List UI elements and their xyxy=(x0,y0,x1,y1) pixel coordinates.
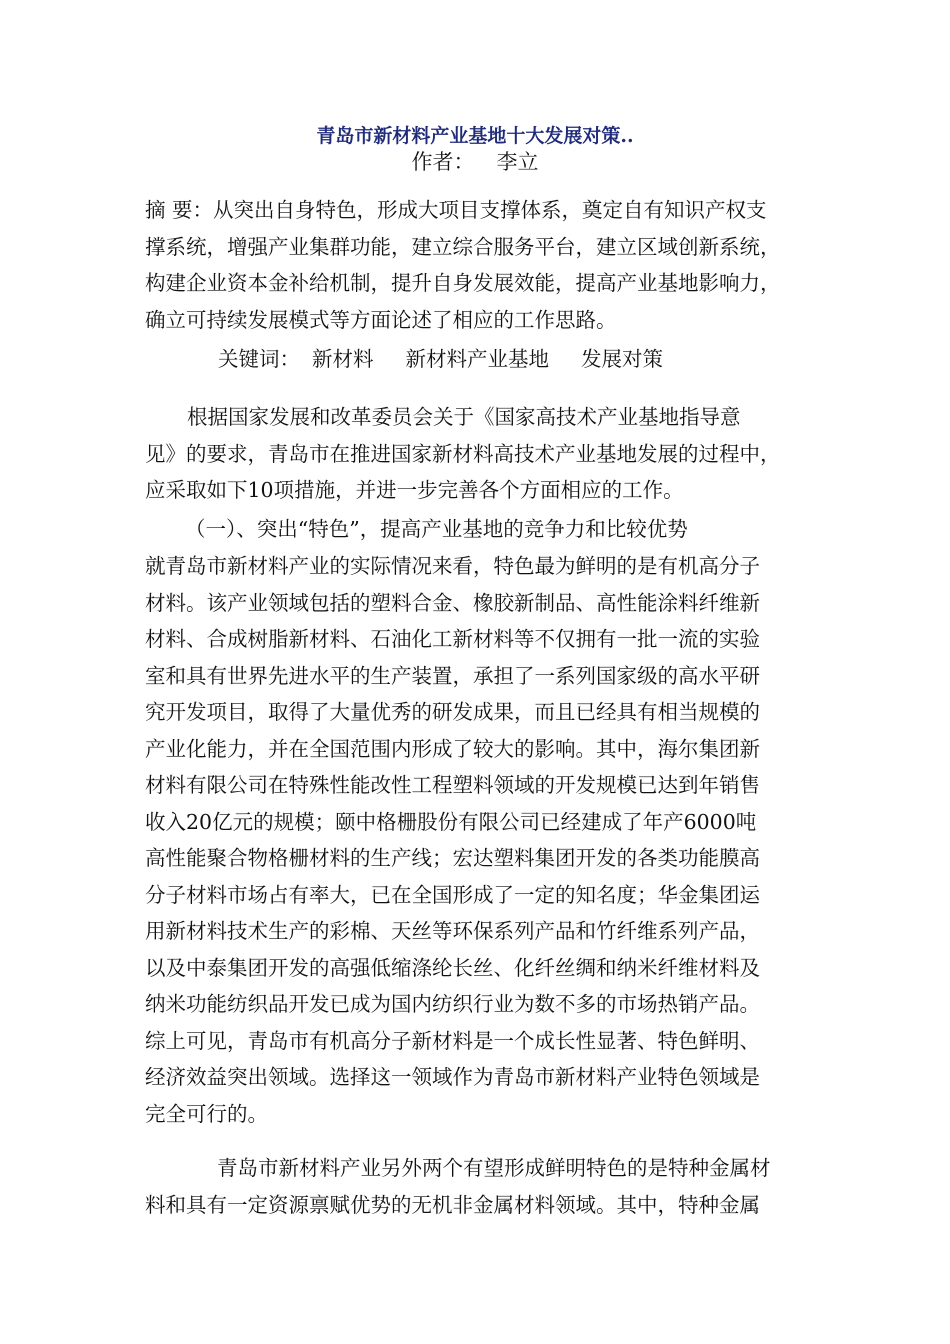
paragraph-line: 收入20亿元的规模；颐中格栅股份有限公司已经建成了年产6000吨 xyxy=(145,809,757,834)
paragraph-line: 见》的要求，青岛市在推进国家新材料高技术产业基地发展的过程中， xyxy=(145,441,781,466)
keywords-line xyxy=(218,341,663,377)
author-line xyxy=(0,147,950,177)
author-label: 作者： xyxy=(411,150,475,174)
paragraph-line: 产业化能力，并在全国范围内形成了较大的影响。其中，海尔集团新 xyxy=(145,736,760,761)
author-name: 李立 xyxy=(496,150,539,174)
document-title: 青岛市新材料产业基地十大发展对策.. xyxy=(316,125,634,147)
paragraph-line: 综上可见，青岛市有机高分子新材料是一个成长性显著、特色鲜明、 xyxy=(145,1028,760,1053)
paragraph-line: 材料、合成树脂新材料、石油化工新材料等不仅拥有一批一流的实验 xyxy=(145,627,760,651)
body-paragraph xyxy=(145,548,810,1132)
abstract-line: 确立可持续发展模式等方面论述了相应的工作思路。 xyxy=(145,307,617,332)
body-paragraph xyxy=(145,1150,810,1223)
paragraph-line: 青岛市新材料产业另外两个有望形成鲜明特色的是特种金属材 xyxy=(217,1156,771,1180)
paragraph-line: 室和具有世界先进水平的生产装置，承担了一系列国家级的高水平研 xyxy=(145,663,760,688)
abstract-line: 撑系统，增强产业集群功能，建立综合服务平台，建立区域创新系统， xyxy=(145,234,781,259)
keywords-label: 关键词： xyxy=(218,347,300,371)
paragraph-line: 就青岛市新材料产业的实际情况来看，特色最为鲜明的是有机高分子 xyxy=(145,554,760,578)
paragraph-line: 高性能聚合物格栅材料的生产线；宏达塑料集团开发的各类功能膜高 xyxy=(145,846,760,870)
abstract xyxy=(145,192,810,338)
intro-paragraph xyxy=(145,399,810,509)
paragraph-line: 纳米功能纺织品开发已成为国内纺织行业为数不多的市场热销产品。 xyxy=(145,992,760,1016)
section-heading: （一）、突出“特色”，提高产业基地的竞争力和比较优势 xyxy=(185,517,688,541)
paragraph-line: 经济效益突出领域。选择这一领域作为青岛市新材料产业特色领域是 xyxy=(145,1065,760,1089)
paragraph-line: 究开发项目，取得了大量优秀的研发成果，而且已经具有相当规模的 xyxy=(145,700,760,724)
paragraph-line: 用新材料技术生产的彩棉、天丝等环保系列产品和竹纤维系列产品， xyxy=(145,919,760,943)
paragraph-line: 料和具有一定资源禀赋优势的无机非金属材料领域。其中，特种金属 xyxy=(145,1192,760,1217)
paragraph-line: 以及中泰集团开发的高强低缩涤纶长丝、化纤丝绸和纳米纤维材料及 xyxy=(145,955,760,980)
paragraph-line: 材料有限公司在特殊性能改性工程塑料领域的开发规模已达到年销售 xyxy=(145,773,760,797)
keyword-item: 发展对策 xyxy=(581,347,663,371)
paragraph-line: 应采取如下10项措施，并进一步完善各个方面相应的工作。 xyxy=(145,478,684,502)
paragraph-line: 完全可行的。 xyxy=(145,1101,268,1126)
keyword-item: 新材料 xyxy=(312,347,374,371)
abstract-line: 摘 要：从突出自身特色，形成大项目支撑体系，奠定自有知识产权支 xyxy=(145,198,767,222)
keyword-item: 新材料产业基地 xyxy=(405,347,549,371)
abstract-line: 构建企业资本金补给机制，提升自身发展效能，提高产业基地影响力， xyxy=(145,271,781,295)
paragraph-line: 材料。该产业领域包括的塑料合金、橡胶新制品、高性能涂料纤维新 xyxy=(145,590,760,615)
paragraph-line: 根据国家发展和改革委员会关于《国家高技术产业基地指导意 xyxy=(187,405,741,429)
paragraph-line: 分子材料市场占有率大，已在全国形成了一定的知名度；华金集团运 xyxy=(145,882,760,907)
